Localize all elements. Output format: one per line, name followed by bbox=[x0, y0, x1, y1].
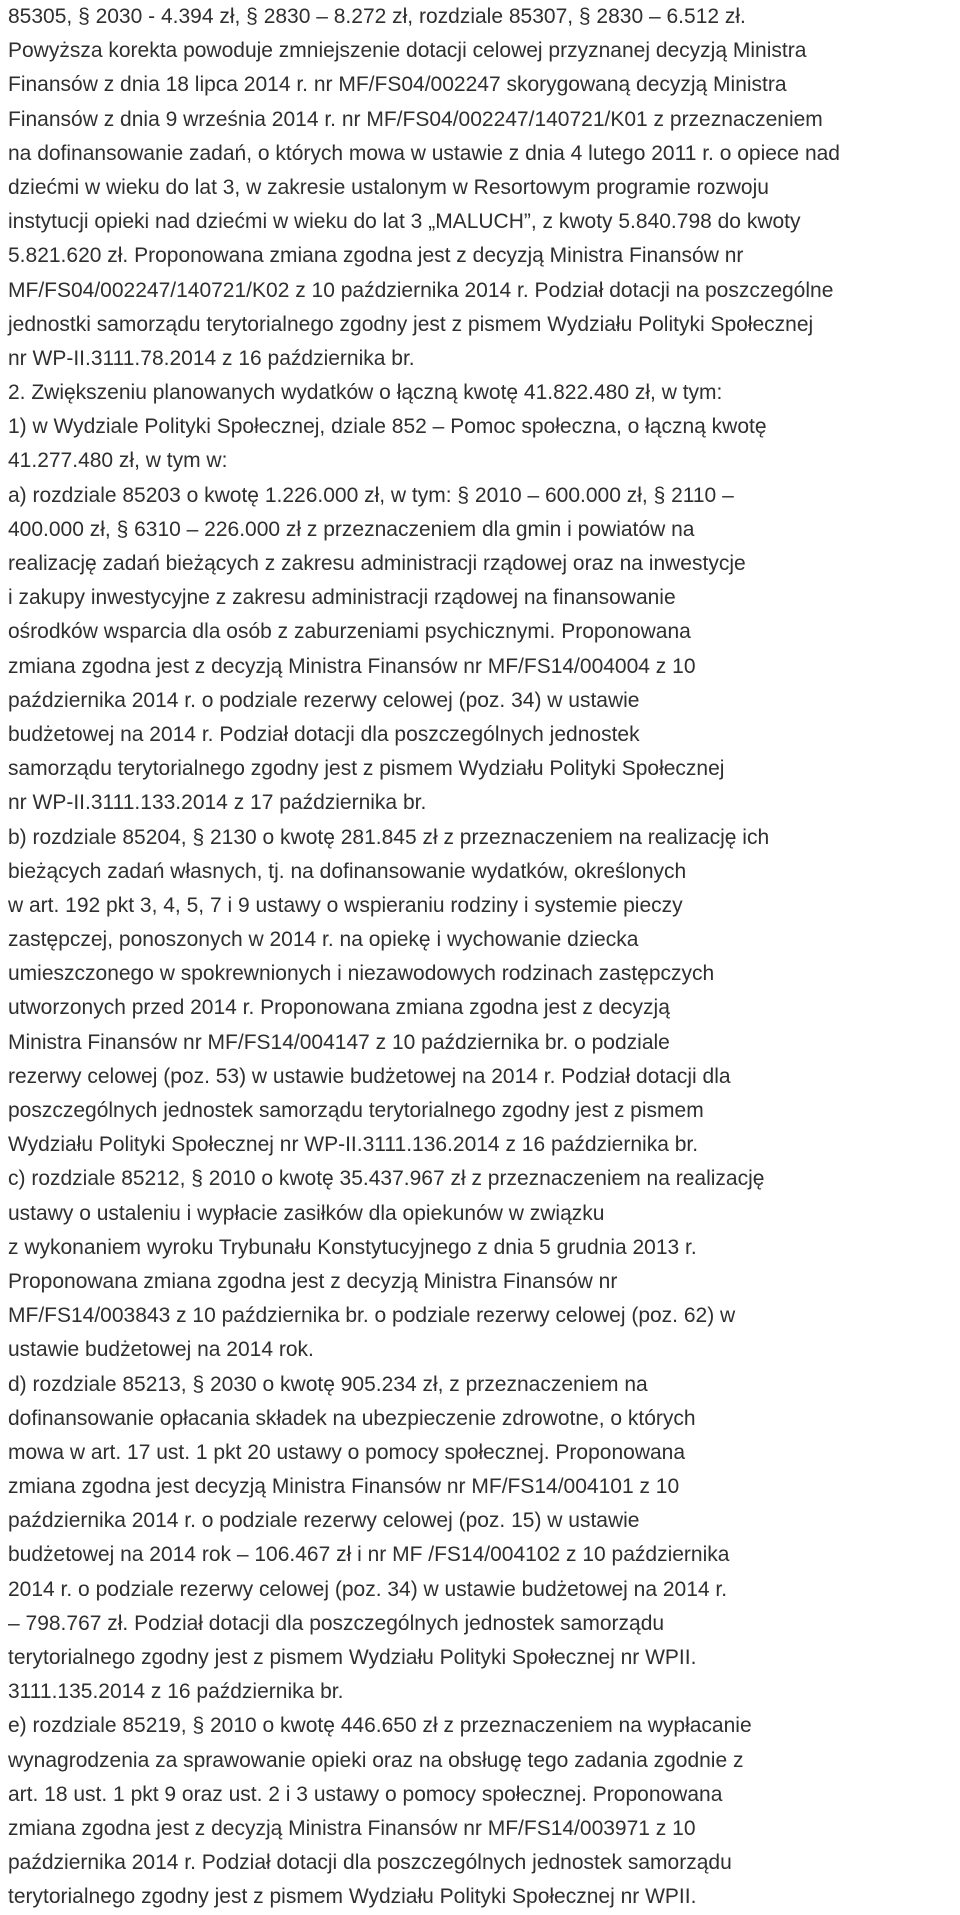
text-line: października 2014 r. o podziale rezerwy celowej (poz. 15) w ustawie bbox=[8, 1509, 640, 1533]
text-line: Finansów z dnia 9 września 2014 r. nr MF/FS04/002247/140721/K01 z przeznaczeniem bbox=[8, 107, 823, 131]
text-line: instytucji opieki nad dziećmi w wieku do lat 3 „MALUCH”, z kwoty 5.840.798 do kwoty bbox=[8, 210, 801, 234]
text-line: w art. 192 pkt 3, 4, 5, 7 i 9 ustawy o wspieraniu rodziny i systemie pieczy bbox=[8, 893, 683, 917]
text-line: realizację zadań bieżących z zakresu administracji rządowej oraz na inwestycje bbox=[8, 552, 746, 575]
text-line: października 2014 r. o podziale rezerwy celowej (poz. 34) w ustawie bbox=[8, 688, 640, 712]
text-line: terytorialnego zgodny jest z pismem Wydziału Polityki Społecznej nr WPII. bbox=[8, 1885, 697, 1909]
text-line: zmiana zgodna jest decyzją Ministra Finansów nr MF/FS14/004101 z 10 bbox=[8, 1475, 680, 1499]
text-line: zmiana zgodna jest z decyzją Ministra Finansów nr MF/FS14/004004 z 10 bbox=[8, 654, 696, 678]
text-line: ośrodków wsparcia dla osób z zaburzeniami psychicznymi. Proponowana bbox=[8, 620, 691, 644]
text-line: Powyższa korekta powoduje zmniejszenie dotacji celowej przyznanej decyzją Ministra bbox=[8, 39, 807, 63]
text-line: dofinansowanie opłacania składek na ubezpieczenie zdrowotne, o których bbox=[8, 1406, 696, 1430]
text-line: jednostki samorządu terytorialnego zgodny jest z pismem Wydziału Polityki Społecznej bbox=[8, 312, 814, 336]
text-line: – 798.767 zł. Podział dotacji dla poszczególnych jednostek samorządu bbox=[8, 1611, 665, 1635]
text-line: 41.277.480 zł, w tym w: bbox=[8, 449, 228, 473]
text-line: umieszczonego w spokrewnionych i niezawodowych rodzinach zastępczych bbox=[8, 962, 715, 986]
text-line: nr WP-II.3111.133.2014 z 17 października br. bbox=[8, 791, 427, 815]
text-line: na dofinansowanie zadań, o których mowa w ustawie z dnia 4 lutego 2011 r. o opiece nad bbox=[8, 141, 840, 165]
text-line: Ministra Finansów nr MF/FS14/004147 z 10 października br. o podziale bbox=[8, 1030, 670, 1054]
text-line: samorządu terytorialnego zgodny jest z pismem Wydziału Polityki Społecznej bbox=[8, 757, 725, 781]
text-line: rezerwy celowej (poz. 53) w ustawie budżetowej na 2014 r. Podział dotacji dla bbox=[8, 1064, 731, 1088]
text-line: terytorialnego zgodny jest z pismem Wydziału Polityki Społecznej nr WPII. bbox=[8, 1646, 697, 1669]
text-line: 3111.135.2014 z 16 października br. bbox=[8, 1680, 344, 1704]
text-line: 400.000 zł, § 6310 – 226.000 zł z przeznaczeniem dla gmin i powiatów na bbox=[8, 517, 695, 541]
text-line: ustawy o ustaleniu i wypłacie zasiłków dla opiekunów w związku bbox=[8, 1201, 605, 1225]
text-line: MF/FS04/002247/140721/K02 z 10 października 2014 r. Podział dotacji na poszczególne bbox=[8, 278, 834, 302]
text-line: b) rozdziale 85204, § 2130 o kwotę 281.845 zł z przeznaczeniem na realizację ich bbox=[8, 825, 770, 849]
text-line: 5.821.620 zł. Proponowana zmiana zgodna jest z decyzją Ministra Finansów nr bbox=[8, 244, 744, 268]
text-line: dziećmi w wieku do lat 3, w zakresie ustalonym w Resortowym programie rozwoju bbox=[8, 175, 769, 199]
text-line: 1) w Wydziale Polityki Społecznej, dziale 852 – Pomoc społeczna, o łączną kwotę bbox=[8, 415, 767, 439]
text-line: MF/FS14/003843 z 10 października br. o podziale rezerwy celowej (poz. 62) w bbox=[8, 1304, 736, 1328]
text-line: z wykonaniem wyroku Trybunału Konstytucyjnego z dnia 5 grudnia 2013 r. bbox=[8, 1235, 697, 1259]
text-line: mowa w art. 17 ust. 1 pkt 20 ustawy o pomocy społecznej. Proponowana bbox=[8, 1440, 686, 1464]
text-line: utworzonych przed 2014 r. Proponowana zmiana zgodna jest z decyzją bbox=[8, 996, 670, 1020]
text-line: października 2014 r. Podział dotacji dla poszczególnych jednostek samorządu bbox=[8, 1851, 732, 1875]
text-line: d) rozdziale 85213, § 2030 o kwotę 905.234 zł, z przeznaczeniem na bbox=[8, 1372, 648, 1396]
text-line: nr WP-II.3111.78.2014 z 16 października br. bbox=[8, 346, 415, 370]
text-line: c) rozdziale 85212, § 2010 o kwotę 35.437.967 zł z przeznaczeniem na realizację bbox=[8, 1167, 765, 1191]
text-line: budżetowej na 2014 rok – 106.467 zł i nr MF /FS14/004102 z 10 października bbox=[8, 1543, 730, 1567]
text-line: 85305, § 2030 - 4.394 zł, § 2830 – 8.272 zł, rozdziale 85307, § 2830 – 6.512 zł. bbox=[8, 5, 746, 28]
text-line: Wydziału Polityki Społecznej nr WP-II.3111.136.2014 z 16 października br. bbox=[8, 1133, 699, 1157]
text-line: budżetowej na 2014 r. Podział dotacji dla poszczególnych jednostek bbox=[8, 722, 640, 746]
text-line: art. 18 ust. 1 pkt 9 oraz ust. 2 i 3 ustawy o pomocy społecznej. Proponowana bbox=[8, 1782, 723, 1806]
text-line: zastępczej, ponoszonych w 2014 r. na opiekę i wychowanie dziecka bbox=[8, 928, 639, 952]
text-line: a) rozdziale 85203 o kwotę 1.226.000 zł, w tym: § 2010 – 600.000 zł, § 2110 – bbox=[8, 483, 734, 507]
text-line: 2. Zwiększeniu planowanych wydatków o łączną kwotę 41.822.480 zł, w tym: bbox=[8, 381, 723, 405]
text-line: 2014 r. o podziale rezerwy celowej (poz. 34) w ustawie budżetowej na 2014 r. bbox=[8, 1577, 728, 1601]
text-line: zmiana zgodna jest z decyzją Ministra Finansów nr MF/FS14/003971 z 10 bbox=[8, 1816, 696, 1840]
text-line: wynagrodzenia za sprawowanie opieki oraz na obsługę tego zadania zgodnie z bbox=[8, 1748, 744, 1772]
text-line: i zakupy inwestycyjne z zakresu administracji rządowej na finansowanie bbox=[8, 586, 676, 610]
text-line: Proponowana zmiana zgodna jest z decyzją Ministra Finansów nr bbox=[8, 1269, 618, 1293]
text-line: Finansów z dnia 18 lipca 2014 r. nr MF/FS04/002247 skorygowaną decyzją Ministra bbox=[8, 73, 787, 97]
text-line: poszczególnych jednostek samorządu terytorialnego zgodny jest z pismem bbox=[8, 1099, 704, 1122]
text-line: bieżących zadań własnych, tj. na dofinansowanie wydatków, określonych bbox=[8, 859, 687, 883]
text-line: e) rozdziale 85219, § 2010 o kwotę 446.650 zł z przeznaczeniem na wypłacanie bbox=[8, 1714, 752, 1738]
text-line: ustawie budżetowej na 2014 rok. bbox=[8, 1338, 314, 1362]
